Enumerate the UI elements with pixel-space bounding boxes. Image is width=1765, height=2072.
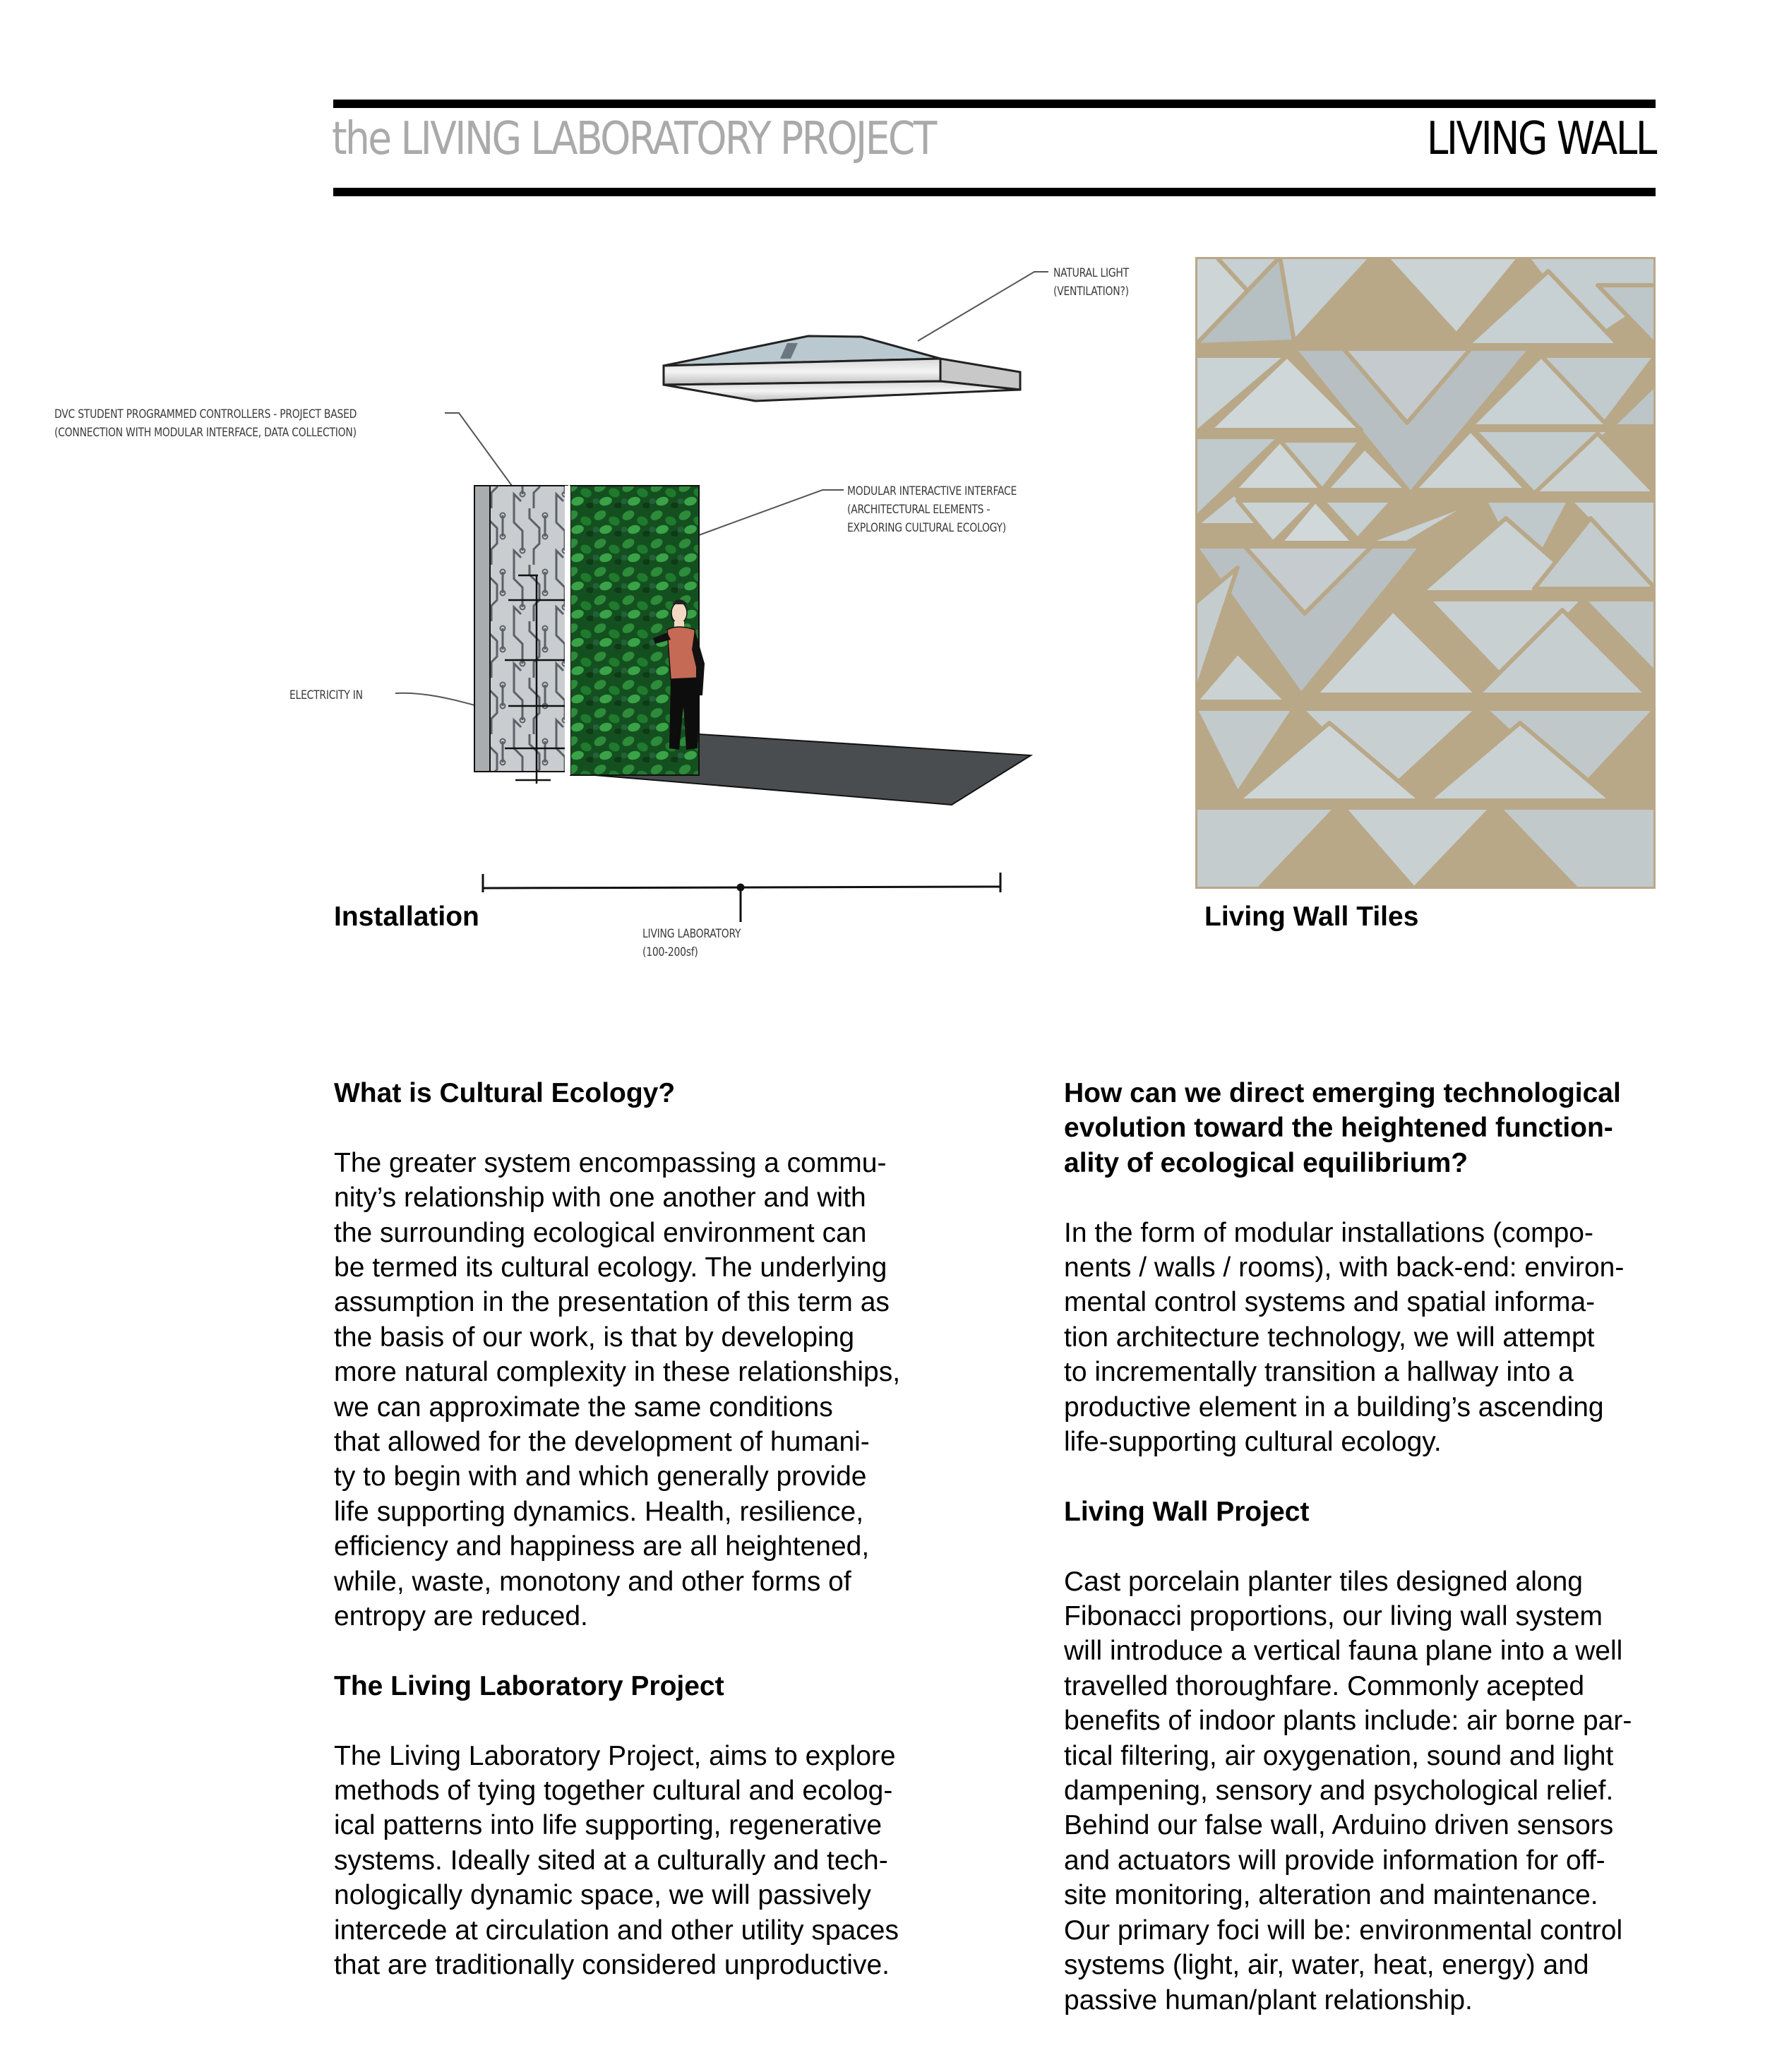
body-line: while, waste, monotony and other forms of [334,1566,851,1597]
body-line: will introduce a vertical fauna plane into a well [1064,1636,1623,1667]
body-line: ty to begin with and which generally provide [334,1461,867,1492]
body-line: benefits of indoor plants include: air borne par- [1064,1706,1632,1737]
body-line: systems. Ideally sited at a culturally and tech- [334,1845,888,1876]
body-line: nents / walls / rooms), with back-end: environ- [1064,1252,1625,1283]
section-cultural-ecology [334,1076,941,1634]
electricity-label: ELECTRICITY IN [289,688,363,702]
section-heading: How can we direct emerging technological [1064,1078,1621,1108]
body-line: life supporting dynamics. Health, resilience, [334,1496,864,1527]
body-line: Our primary foci will be: environmental control [1064,1915,1623,1946]
body-line: life-supporting cultural ecology. [1064,1427,1442,1458]
body-line: to incrementally transition a hallway into a [1064,1357,1574,1388]
body-line: we can approximate the same conditions [334,1391,833,1423]
body-line: entropy are reduced. [334,1601,588,1632]
dimension-label: LIVING LABORATORY (100-200sf) [642,927,741,959]
skylight [664,336,1020,401]
body-line: tion architecture technology, we will attempt [1064,1322,1595,1353]
body-line: site monitoring, alteration and maintenance. [1064,1880,1598,1911]
section-living-laboratory [334,1669,941,1983]
body-line: the basis of our work, is that by developing [334,1322,855,1353]
body-line: nity’s relationship with one another and with [334,1182,866,1214]
living-wall-tiles-photo [1195,257,1656,889]
section-heading: What is Cultural Ecology? [334,1078,676,1108]
body-line: intercede at circulation and other utility spaces [334,1915,899,1946]
section-title: LIVING WALL [1426,113,1656,165]
controller-panel [474,486,568,784]
body-line: and actuators will provide information for off- [1064,1845,1605,1876]
left-text-column [334,1076,941,1983]
body-line: nologically dynamic space, we will passively [334,1880,871,1911]
body-line: travelled thoroughfare. Commonly acepted [1064,1670,1585,1701]
body-line: mental control systems and spatial informa- [1064,1287,1596,1318]
body-line: that are traditionally considered unproductive. [334,1950,890,1981]
project-title: the LIVING LABORATORY PROJECT [332,113,935,165]
section-heading: Living Wall Project [1064,1496,1310,1527]
body-line: the surrounding ecological environment can [334,1217,867,1248]
body-line: Behind our false wall, Arduino driven sensors [1064,1810,1614,1841]
installation-caption: Installation [334,902,479,932]
body-line: ical patterns into life supporting, regenerative [334,1810,882,1841]
body-line: that allowed for the development of humani- [334,1427,870,1458]
section-living-wall-project [1064,1495,1671,2018]
body-line: productive element in a building’s ascending [1064,1391,1604,1423]
body-line: efficiency and happiness are all heightened, [334,1531,870,1562]
dimension-line [483,873,1000,922]
section-heading: The Living Laboratory Project [334,1670,724,1701]
body-line: systems (light, air, water, heat, energy) and [1064,1950,1589,1981]
body-line: Cast porcelain planter tiles designed along [1064,1566,1583,1597]
controllers-label: DVC STUDENT PROGRAMMED CONTROLLERS - PROJECT BASED (CONNECTION WITH MODULAR INTERFACE, DATA COLLECTION) [54,407,357,440]
body-line: methods of tying together cultural and ecolog- [334,1775,893,1807]
section-heading: evolution toward the heightened function- [1064,1113,1613,1144]
body-line: The Living Laboratory Project, aims to explore [334,1740,896,1771]
section-heading: ality of ecological equilibrium? [1064,1147,1468,1178]
body-line: In the form of modular installations (compo- [1064,1217,1593,1248]
natural-light-label: NATURAL LIGHT (VENTILATION?) [1053,266,1129,299]
body-line: assumption in the presentation of this term as [334,1287,890,1318]
modular-interface-label: MODULAR INTERACTIVE INTERFACE (ARCHITECTURAL ELEMENTS - EXPLORING CULTURAL ECOLOGY) [847,484,1017,535]
body-line: dampening, sensory and psychological relief. [1064,1775,1614,1807]
tiles-caption: Living Wall Tiles [1204,902,1419,932]
body-line: Fibonacci proportions, our living wall system [1064,1601,1603,1632]
body-line: be termed its cultural ecology. The underlying [334,1252,887,1283]
body-line: tical filtering, air oxygenation, sound and light [1064,1740,1614,1771]
right-text-column [1064,1076,1671,2018]
body-line: more natural complexity in these relationships, [334,1357,901,1388]
body-line: passive human/plant relationship. [1064,1984,1473,2016]
body-line: The greater system encompassing a commu- [334,1147,887,1178]
section-technological-evolution [1064,1076,1671,1459]
